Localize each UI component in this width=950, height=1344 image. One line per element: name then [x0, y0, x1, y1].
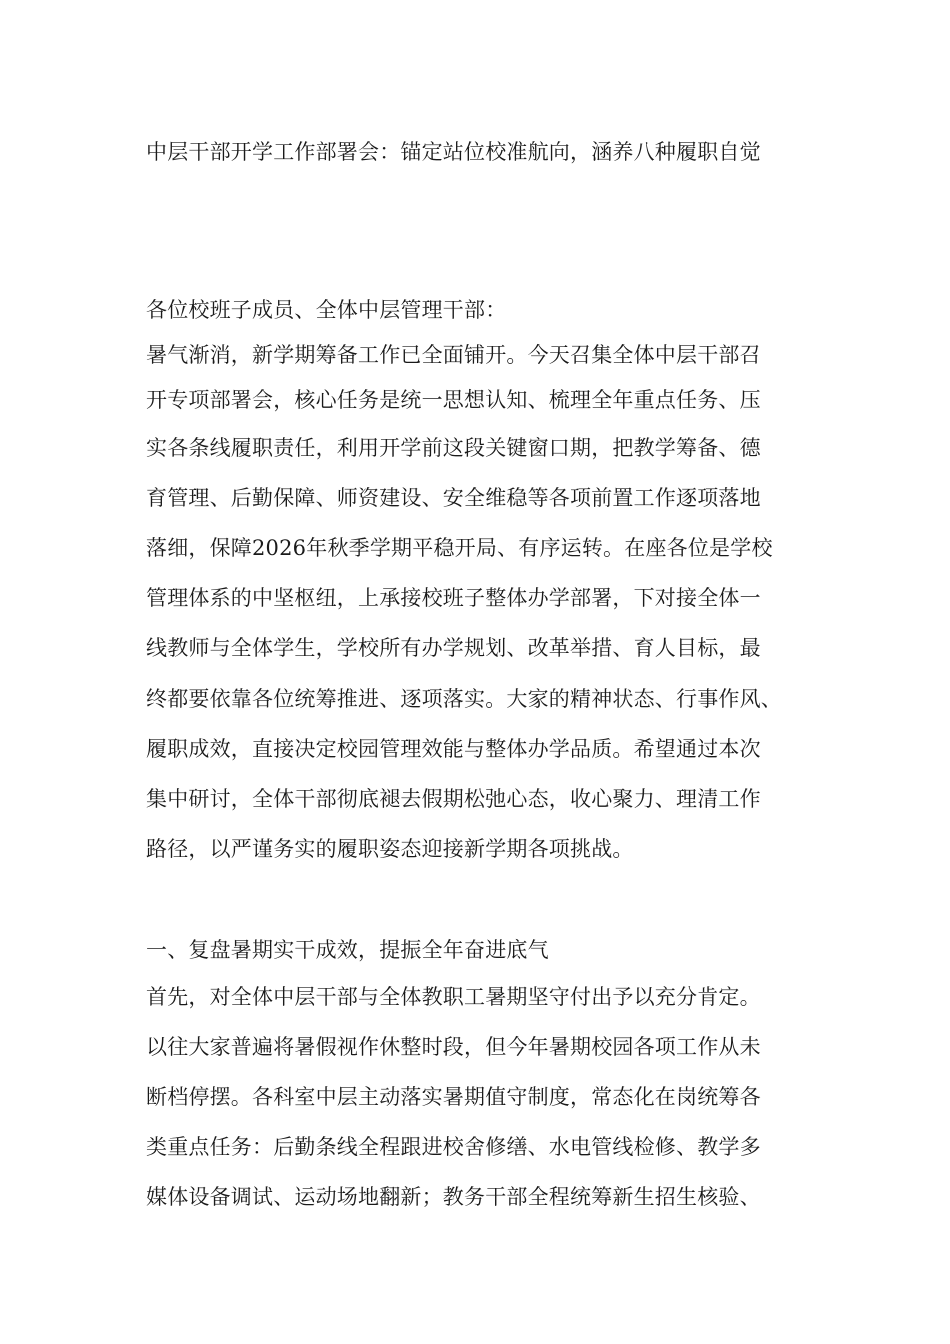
intro-line: 履职成效，直接决定校园管理效能与整体办学品质。希望通过本次 — [146, 737, 761, 761]
section-line: 首先，对全体中层干部与全体教职工暑期坚守付出予以充分肯定。 — [146, 985, 761, 1009]
intro-line: 暑气渐消，新学期筹备工作已全面铺开。今天召集全体中层干部召 — [146, 343, 761, 367]
intro-line: 开专项部署会，核心任务是统一思想认知、梳理全年重点任务、压 — [146, 388, 761, 412]
intro-line: 实各条线履职责任，利用开学前这段关键窗口期，把教学筹备、德 — [146, 436, 761, 460]
section-line: 媒体设备调试、运动场地翻新；教务干部全程统筹新生招生核验、 — [146, 1185, 761, 1209]
section-heading: 一、复盘暑期实干成效，提振全年奋进底气 — [146, 938, 549, 962]
salutation: 各位校班子成员、全体中层管理干部： — [146, 298, 507, 322]
section-line: 类重点任务：后勤条线全程跟进校舍修缮、水电管线检修、教学多 — [146, 1135, 761, 1159]
section-line: 以往大家普遍将暑假视作休整时段，但今年暑期校园各项工作从未 — [146, 1035, 761, 1059]
section-line: 断档停摆。各科室中层主动落实暑期值守制度，常态化在岗统筹各 — [146, 1085, 761, 1109]
intro-line: 集中研讨，全体干部彻底褪去假期松弛心态，收心聚力、理清工作 — [146, 787, 761, 811]
document-title: 中层干部开学工作部署会：锚定站位校准航向，涵养八种履职自觉 — [146, 140, 761, 164]
intro-line: 育管理、后勤保障、师资建设、安全维稳等各项前置工作逐项落地 — [146, 486, 761, 510]
intro-line: 终都要依靠各位统筹推进、逐项落实。大家的精神状态、行事作风、 — [146, 687, 782, 711]
intro-line: 落细，保障2026年秋季学期平稳开局、有序运转。在座各位是学校 — [146, 536, 773, 560]
intro-line: 路径，以严谨务实的履职姿态迎接新学期各项挑战。 — [146, 837, 634, 861]
intro-line: 线教师与全体学生，学校所有办学规划、改革举措、育人目标，最 — [146, 636, 761, 660]
intro-line: 管理体系的中坚枢纽，上承接校班子整体办学部署，下对接全体一 — [146, 586, 761, 610]
